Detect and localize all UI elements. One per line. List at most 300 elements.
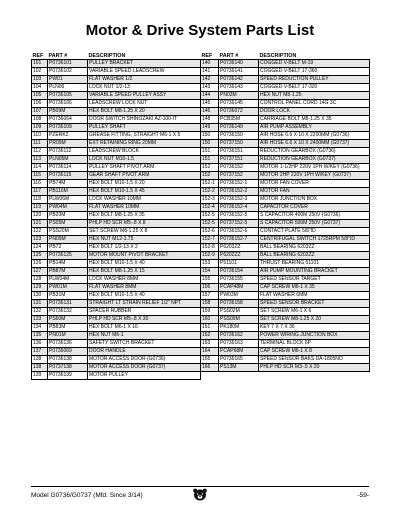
part-number-cell: PB116M (48, 188, 88, 196)
part-number-cell: PLW04M (48, 276, 88, 284)
ref-cell: 165 (201, 356, 219, 364)
ref-cell: 152-2 (201, 188, 219, 196)
table-row (32, 180, 201, 188)
description-cell: COGGED V-BELT 17-360 (259, 68, 370, 76)
table-row (32, 260, 201, 268)
description-cell: POWER WIRING JUNCTION BOX (259, 332, 370, 340)
part-number-cell: P0736152-4 (219, 204, 259, 212)
part-number-cell: P0736152 (219, 164, 259, 172)
ref-cell: 166 (201, 364, 219, 372)
description-cell: MOTOR FAN COVER (259, 180, 370, 188)
description-cell: EXT RETAINING RING 20MM (88, 140, 201, 148)
table-row (201, 164, 370, 172)
ref-cell: 163 (201, 340, 219, 348)
part-number-cell: P0736139 (48, 372, 88, 380)
table-row (32, 316, 201, 324)
part-number-cell: PS13M (219, 364, 259, 372)
table-row (32, 196, 201, 204)
description-cell: SAFETY SWITCH BRACKET (88, 340, 201, 348)
ref-cell: 139 (32, 372, 48, 380)
description-cell: AIR PUMP ASSEMBLY (259, 124, 370, 132)
table-row (201, 108, 370, 116)
description-cell: HEX BOLT M10-1.5 X 40 (88, 292, 201, 300)
table-row (32, 124, 201, 132)
table-row (201, 180, 370, 188)
model-label: Model G0736/G0737 (Mfd. Since 3/14) (31, 492, 143, 499)
table-row (201, 156, 370, 164)
table-row (201, 228, 370, 236)
part-number-cell: PN09M (48, 236, 88, 244)
table-row (32, 292, 201, 300)
table-row (32, 356, 201, 364)
table-row (32, 84, 201, 92)
part-number-cell: PB74M (48, 180, 88, 188)
table-row (32, 172, 201, 180)
ref-cell: 105 (32, 92, 48, 100)
part-number-cell: PCAP48M (219, 284, 259, 292)
description-cell: SPACER RUBBER (88, 308, 201, 316)
ref-cell: 115 (32, 172, 48, 180)
part-number-cell: PLW06M (48, 196, 88, 204)
table-row (201, 140, 370, 148)
table-row (32, 76, 201, 84)
description-cell: HEX BOLT M10-1.5 X 45 (88, 188, 201, 196)
ref-cell: 114 (32, 164, 48, 172)
description-cell: SPEED SENSOR TARGET (259, 276, 370, 284)
part-number-cell: P0736112 (48, 148, 88, 156)
ref-cell: 128 (32, 276, 48, 284)
table-row (201, 60, 370, 68)
ref-cell: 141 (201, 68, 219, 76)
description-cell: CARRIAGE BOLT M8-1.25 X 35 (259, 116, 370, 124)
part-number-cell: PS05M (48, 220, 88, 228)
ref-cell: 140 (201, 60, 219, 68)
description-cell: KEY 7 X 7 X 36 (259, 324, 370, 332)
part-number-cell: P0736125 (48, 252, 88, 260)
part-number-cell: P0736106 (48, 100, 88, 108)
ref-cell: 101 (32, 60, 48, 68)
bear-logo-icon (192, 488, 208, 501)
table-row (201, 308, 370, 316)
description-cell: MOTOR 2HP 220V 1PH W/KEY (G0737) (259, 172, 370, 180)
description-header: DESCRIPTION (259, 53, 297, 59)
part-number-cell: P0737150 (219, 140, 259, 148)
table-row (32, 100, 201, 108)
part-number-cell: P0737152 (219, 172, 259, 180)
ref-cell: 106 (32, 100, 48, 108)
ref-cell: 137 (32, 348, 48, 356)
ref-cell: 138 (32, 356, 48, 364)
description-cell: COGGED V-BELT 17-320 (259, 84, 370, 92)
table-row (32, 284, 201, 292)
ref-cell: 152-8 (201, 244, 219, 252)
table-row (201, 260, 370, 268)
ref-cell: 152-4 (201, 204, 219, 212)
ref-header: REF (201, 53, 213, 59)
part-number-cell: P0736163 (219, 340, 259, 348)
ref-cell: 155 (201, 276, 219, 284)
ref-cell: 102 (32, 68, 48, 76)
description-cell: SET SCREW M8-1.25 X 8 (88, 228, 201, 236)
ref-cell: 161 (201, 324, 219, 332)
description-cell: DOOR SWITCH SHINOZAKI AZ-100-IT (88, 116, 201, 124)
ref-cell: 152-3 (201, 196, 219, 204)
ref-cell: 123 (32, 236, 48, 244)
table-row (201, 84, 370, 92)
table-header-row (201, 50, 370, 60)
description-cell: HEX BOLT M10-1.5 X 40 (88, 260, 201, 268)
ref-cell: 131 (32, 300, 48, 308)
part-number-cell: P0736069 (48, 348, 88, 356)
description-cell: BALL BEARING 6203ZZ (259, 244, 370, 252)
part-number-cell: P0736152-1 (219, 180, 259, 188)
table-row (32, 92, 201, 100)
table-row (32, 212, 201, 220)
ref-cell: 121 (32, 220, 48, 228)
ref-cell: 152 (201, 164, 219, 172)
description-header: DESCRIPTION (88, 53, 126, 59)
part-number-cell: P0736154 (219, 268, 259, 276)
ref-cell: 152-7 (201, 236, 219, 244)
part-number-cell: P0736115 (48, 172, 88, 180)
ref-cell: 156 (201, 284, 219, 292)
part-number-cell: PB14M (48, 260, 88, 268)
ref-cell: 149 (201, 124, 219, 132)
ref-cell: 152-9 (201, 252, 219, 260)
ref-cell: 124 (32, 244, 48, 252)
description-cell: PULLEY SHAFT PIVOT ARM (88, 164, 201, 172)
description-cell: HEX BOLT 1/2-13 X 2 (88, 244, 201, 252)
ref-cell: 160 (201, 316, 219, 324)
table-row (201, 76, 370, 84)
table-row (201, 124, 370, 132)
table-row (201, 300, 370, 308)
table-row (32, 364, 201, 372)
part-number-cell: P0736152-7 (219, 236, 259, 244)
part-number-cell: P0737152-5 (219, 220, 259, 228)
description-cell: SPEED SENSOR BAKS DA-1805NO (259, 356, 370, 364)
ref-cell: 143 (201, 84, 219, 92)
description-cell: AIR PUMP MOUNTING BRACKET (259, 268, 370, 276)
description-cell: FLAT WASHER 6MM (259, 292, 370, 300)
ref-cell: 151 (201, 148, 219, 156)
description-cell: CONTROL PANEL CORD 14G 3C (259, 100, 370, 108)
table-row (201, 172, 370, 180)
ref-cell: 138 (32, 364, 48, 372)
part-number-cell: PCAP68M (219, 348, 259, 356)
ref-cell: 157 (201, 292, 219, 300)
ref-cell: 145 (201, 100, 219, 108)
description-cell: LEADSCREW LOCK NUT (88, 100, 201, 108)
description-cell: HEX NUT M8-1.25 (259, 92, 370, 100)
ref-cell: 127 (32, 268, 48, 276)
table-row (32, 308, 201, 316)
description-cell: LOCK NUT M10-1.5 (88, 156, 201, 164)
table-row (201, 340, 370, 348)
part-number-cell: P0737151 (219, 156, 259, 164)
ref-cell: 133 (32, 316, 48, 324)
part-number-cell: PN01M (48, 332, 88, 340)
table-row (32, 236, 201, 244)
description-cell: S CAPACITOR 400M 250V (G0736) (259, 212, 370, 220)
description-cell: MOTOR 1-1/2HP 220V 1PH W/KEY (G0736) (259, 164, 370, 172)
table-row (32, 204, 201, 212)
part-number-cell: PSS20M (48, 228, 88, 236)
description-cell: CONTACT PLATE 5/8"ID (259, 228, 370, 236)
description-cell: MOTOR ACCESS DOOR (G0736) (88, 356, 201, 364)
description-cell: CAP SCREW M6-1 X 35 (259, 284, 370, 292)
part-number-cell: PB09M (48, 108, 88, 116)
table-row (32, 188, 201, 196)
description-cell: FLAT WASHER 10MM (88, 204, 201, 212)
description-cell: CENTRIFUGAL SWITCH 1725RPM 5/8"ID (259, 236, 370, 244)
description-cell: THRUST BEARING 51101 (259, 260, 370, 268)
part-number-cell: P6203ZZ (219, 244, 259, 252)
description-cell: LEADSCREW BLOCK (88, 148, 201, 156)
part-number-cell: PB31M (48, 292, 88, 300)
ref-cell: 152-1 (201, 180, 219, 188)
table-row (32, 244, 201, 252)
part-number-cell: PN03M (219, 92, 259, 100)
table-row (32, 324, 201, 332)
description-cell: HEX BOLT M8-1.25 X 15 (88, 268, 201, 276)
parts-table-left-body (32, 60, 201, 380)
ref-cell: 126 (32, 260, 48, 268)
table-row (201, 364, 370, 372)
part-number-cell: P0736162 (219, 332, 259, 340)
description-cell: CAP SCREW M6-1 X 8 (259, 348, 370, 356)
table-row (32, 340, 201, 348)
description-cell: HEX BOLT M8-1.25 X 20 (88, 108, 201, 116)
description-cell: PHLP HD SCR M5-.8 X 30 (88, 316, 201, 324)
table-row (201, 148, 370, 156)
description-cell: BALL BEARING 6202ZZ (259, 252, 370, 260)
ref-cell: 111 (32, 140, 48, 148)
table-row (201, 196, 370, 204)
ref-cell: 130 (32, 292, 48, 300)
table-row (201, 236, 370, 244)
ref-cell: 107 (32, 108, 48, 116)
part-number-cell: P0736151 (219, 148, 259, 156)
part-number-cell: P0737138 (48, 364, 88, 372)
ref-cell: 109 (32, 124, 48, 132)
description-cell: REDUCTION GEARBOX (G0737) (259, 156, 370, 164)
description-cell: HEX BOLT M8-1.25 X 35 (88, 212, 201, 220)
table-row (201, 348, 370, 356)
part-number-cell: P0736145 (219, 100, 259, 108)
table-row (32, 68, 201, 76)
part-number-cell: PS60M (48, 316, 88, 324)
table-row (201, 92, 370, 100)
table-row (201, 116, 370, 124)
description-cell: STRAIGHT LT STRAIN RELIEF 1/2" NPT (88, 300, 201, 308)
ref-cell: 135 (32, 332, 48, 340)
ref-cell: 158 (201, 300, 219, 308)
part-number-cell: P0736114 (48, 164, 88, 172)
ref-cell: 134 (32, 324, 48, 332)
ref-cell: 154 (201, 268, 219, 276)
part-number-cell: PR09M (48, 140, 88, 148)
description-cell: SET SCREW M8-1.25 X 20 (259, 316, 370, 324)
part-number-cell: P0736109 (48, 124, 88, 132)
part-number-cell: PK180M (219, 324, 259, 332)
table-row (32, 276, 201, 284)
description-cell: GREASE FITTING, STRAIGHT M6-1 X 5 (88, 132, 201, 140)
part-number-cell: PSS02M (219, 308, 259, 316)
part-number-cell: PB83M (48, 324, 88, 332)
description-cell: HEX NUT M12-1.75 (88, 236, 201, 244)
ref-cell: 110 (32, 132, 48, 140)
description-cell: PHLP HD SCR M3-.5 X 20 (259, 364, 370, 372)
part-number-cell: P0736136 (48, 340, 88, 348)
part-number-cell: P0736101 (48, 60, 88, 68)
part-number-cell: P0736152-2 (219, 188, 259, 196)
part-number-cell: P0736165 (219, 356, 259, 364)
part-number-cell: PW01 (48, 76, 88, 84)
table-row (201, 316, 370, 324)
page-footer (31, 486, 369, 501)
ref-cell: 119 (32, 204, 48, 212)
ref-cell: 152-6 (201, 228, 219, 236)
ref-cell: 144 (201, 92, 219, 100)
table-row (201, 292, 370, 300)
description-cell: LOCK WASHER 10MM (88, 196, 201, 204)
table-row (32, 140, 201, 148)
description-cell: HEX NUT M6-1 (88, 332, 201, 340)
parts-table-right (200, 50, 370, 372)
part-number-cell: P0736152-3 (219, 196, 259, 204)
description-cell: MOTOR ACCESS DOOR (G0737) (88, 364, 201, 372)
description-cell: LOCK WASHER 8MM (88, 276, 201, 284)
table-row (32, 60, 201, 68)
ref-cell: 117 (32, 188, 48, 196)
ref-cell: 146 (201, 108, 219, 116)
ref-cell: 148 (201, 116, 219, 124)
table-row (32, 332, 201, 340)
description-cell: MOTOR FAN (259, 188, 370, 196)
description-cell: HEX BOLT M6-1 X 16 (88, 324, 201, 332)
table-header-row (32, 50, 201, 60)
table-row (201, 68, 370, 76)
ref-cell: 164 (201, 348, 219, 356)
part-number-cell: P0736141 (219, 68, 259, 76)
table-row (32, 220, 201, 228)
page-number: -59- (357, 492, 369, 499)
table-row (32, 148, 201, 156)
part-number-cell: P0736152-5 (219, 212, 259, 220)
part-number-cell: P0736102 (48, 68, 88, 76)
part-number-cell: P0736158 (219, 300, 259, 308)
ref-cell: 152-5 (201, 212, 219, 220)
ref-cell: 151 (201, 156, 219, 164)
page-title: Motor & Drive System Parts List (85, 22, 315, 39)
ref-cell: 113 (32, 156, 48, 164)
part-number-cell: P0736149 (219, 124, 259, 132)
table-row (32, 268, 201, 276)
part-number-cell: P0736150 (219, 132, 259, 140)
table-row (201, 324, 370, 332)
table-row (201, 268, 370, 276)
description-cell: SPEED REDUCTION PULLEY (259, 76, 370, 84)
part-number-cell: PLN06 (48, 84, 88, 92)
part-number-cell: P0736155 (219, 276, 259, 284)
part-number-cell: P0736064 (48, 116, 88, 124)
ref-cell: 152-5 (201, 220, 219, 228)
table-row (201, 252, 370, 260)
description-cell: S CAPACITOR 500M 250V (G0737) (259, 220, 370, 228)
table-row (32, 132, 201, 140)
table-row (32, 252, 201, 260)
table-row (32, 348, 201, 356)
ref-cell: 152 (201, 172, 219, 180)
description-cell: MOTOR PULLEY (88, 372, 201, 380)
description-cell: LOCK NUT 1/2-13 (88, 84, 201, 92)
part-number-cell: P6202ZZ (219, 252, 259, 260)
ref-cell: 122 (32, 228, 48, 236)
description-cell: VARIABLE SPEED LEADSCREW (88, 68, 201, 76)
description-cell: AIR HOSE 6.6 X 10 X 2400MM (G0737) (259, 140, 370, 148)
part-number-cell: PZERK2 (48, 132, 88, 140)
part-number-cell: PW04M (48, 204, 88, 212)
part-number-cell: P0736143 (219, 84, 259, 92)
ref-cell: 159 (201, 308, 219, 316)
table-row (32, 164, 201, 172)
description-cell: PULLEY SHAFT (88, 124, 201, 132)
table-row (32, 116, 201, 124)
description-cell: VARIABLE SPEED PULLEY ASSY (88, 92, 201, 100)
description-cell: AIR HOSE 6.6 X 10 X 2200MM (G0736) (259, 132, 370, 140)
table-row (201, 332, 370, 340)
description-cell: TERMINAL BLOCK 6P (259, 340, 370, 348)
description-cell: GEAR SHAFT PIVOT ARM (88, 172, 201, 180)
table-row (201, 100, 370, 108)
table-row (201, 284, 370, 292)
description-cell: REDUCTION GEARBOX (G0736) (259, 148, 370, 156)
part-number-cell: PSS09M (219, 316, 259, 324)
part-number-cell: P0736105 (48, 92, 88, 100)
part-number-cell: P51101 (219, 260, 259, 268)
table-row (32, 108, 201, 116)
part-number-cell: P0736138 (48, 356, 88, 364)
part-number-cell: P0736142 (219, 76, 259, 84)
table-row (201, 244, 370, 252)
table-row (201, 276, 370, 284)
description-cell: FLAT WASHER 8MM (88, 284, 201, 292)
ref-cell: 116 (32, 180, 48, 188)
ref-cell: 153 (201, 260, 219, 268)
part-number-cell: PB72 (48, 244, 88, 252)
part-number-cell: PLN05M (48, 156, 88, 164)
table-row (201, 132, 370, 140)
ref-cell: 103 (32, 76, 48, 84)
ref-header: REF (32, 53, 44, 59)
part-number-cell: P0736152-6 (219, 228, 259, 236)
description-cell: PHLP HD SCR M5-.8 X 8 (88, 220, 201, 228)
ref-cell: 150 (201, 140, 219, 148)
parts-table-left (31, 50, 201, 380)
ref-cell: 132 (32, 308, 48, 316)
table-row (32, 300, 201, 308)
description-cell: HEX BOLT M10-1.5 X 20 (88, 180, 201, 188)
description-cell: DOOR HANDLE (88, 348, 201, 356)
part-number-cell: PW01M (48, 284, 88, 292)
description-cell: FLAT WASHER 1/2 (88, 76, 201, 84)
ref-cell: 125 (32, 252, 48, 260)
part-number-cell: PCB35M (219, 116, 259, 124)
ref-cell: 162 (201, 332, 219, 340)
table-row (201, 212, 370, 220)
ref-cell: 104 (32, 84, 48, 92)
